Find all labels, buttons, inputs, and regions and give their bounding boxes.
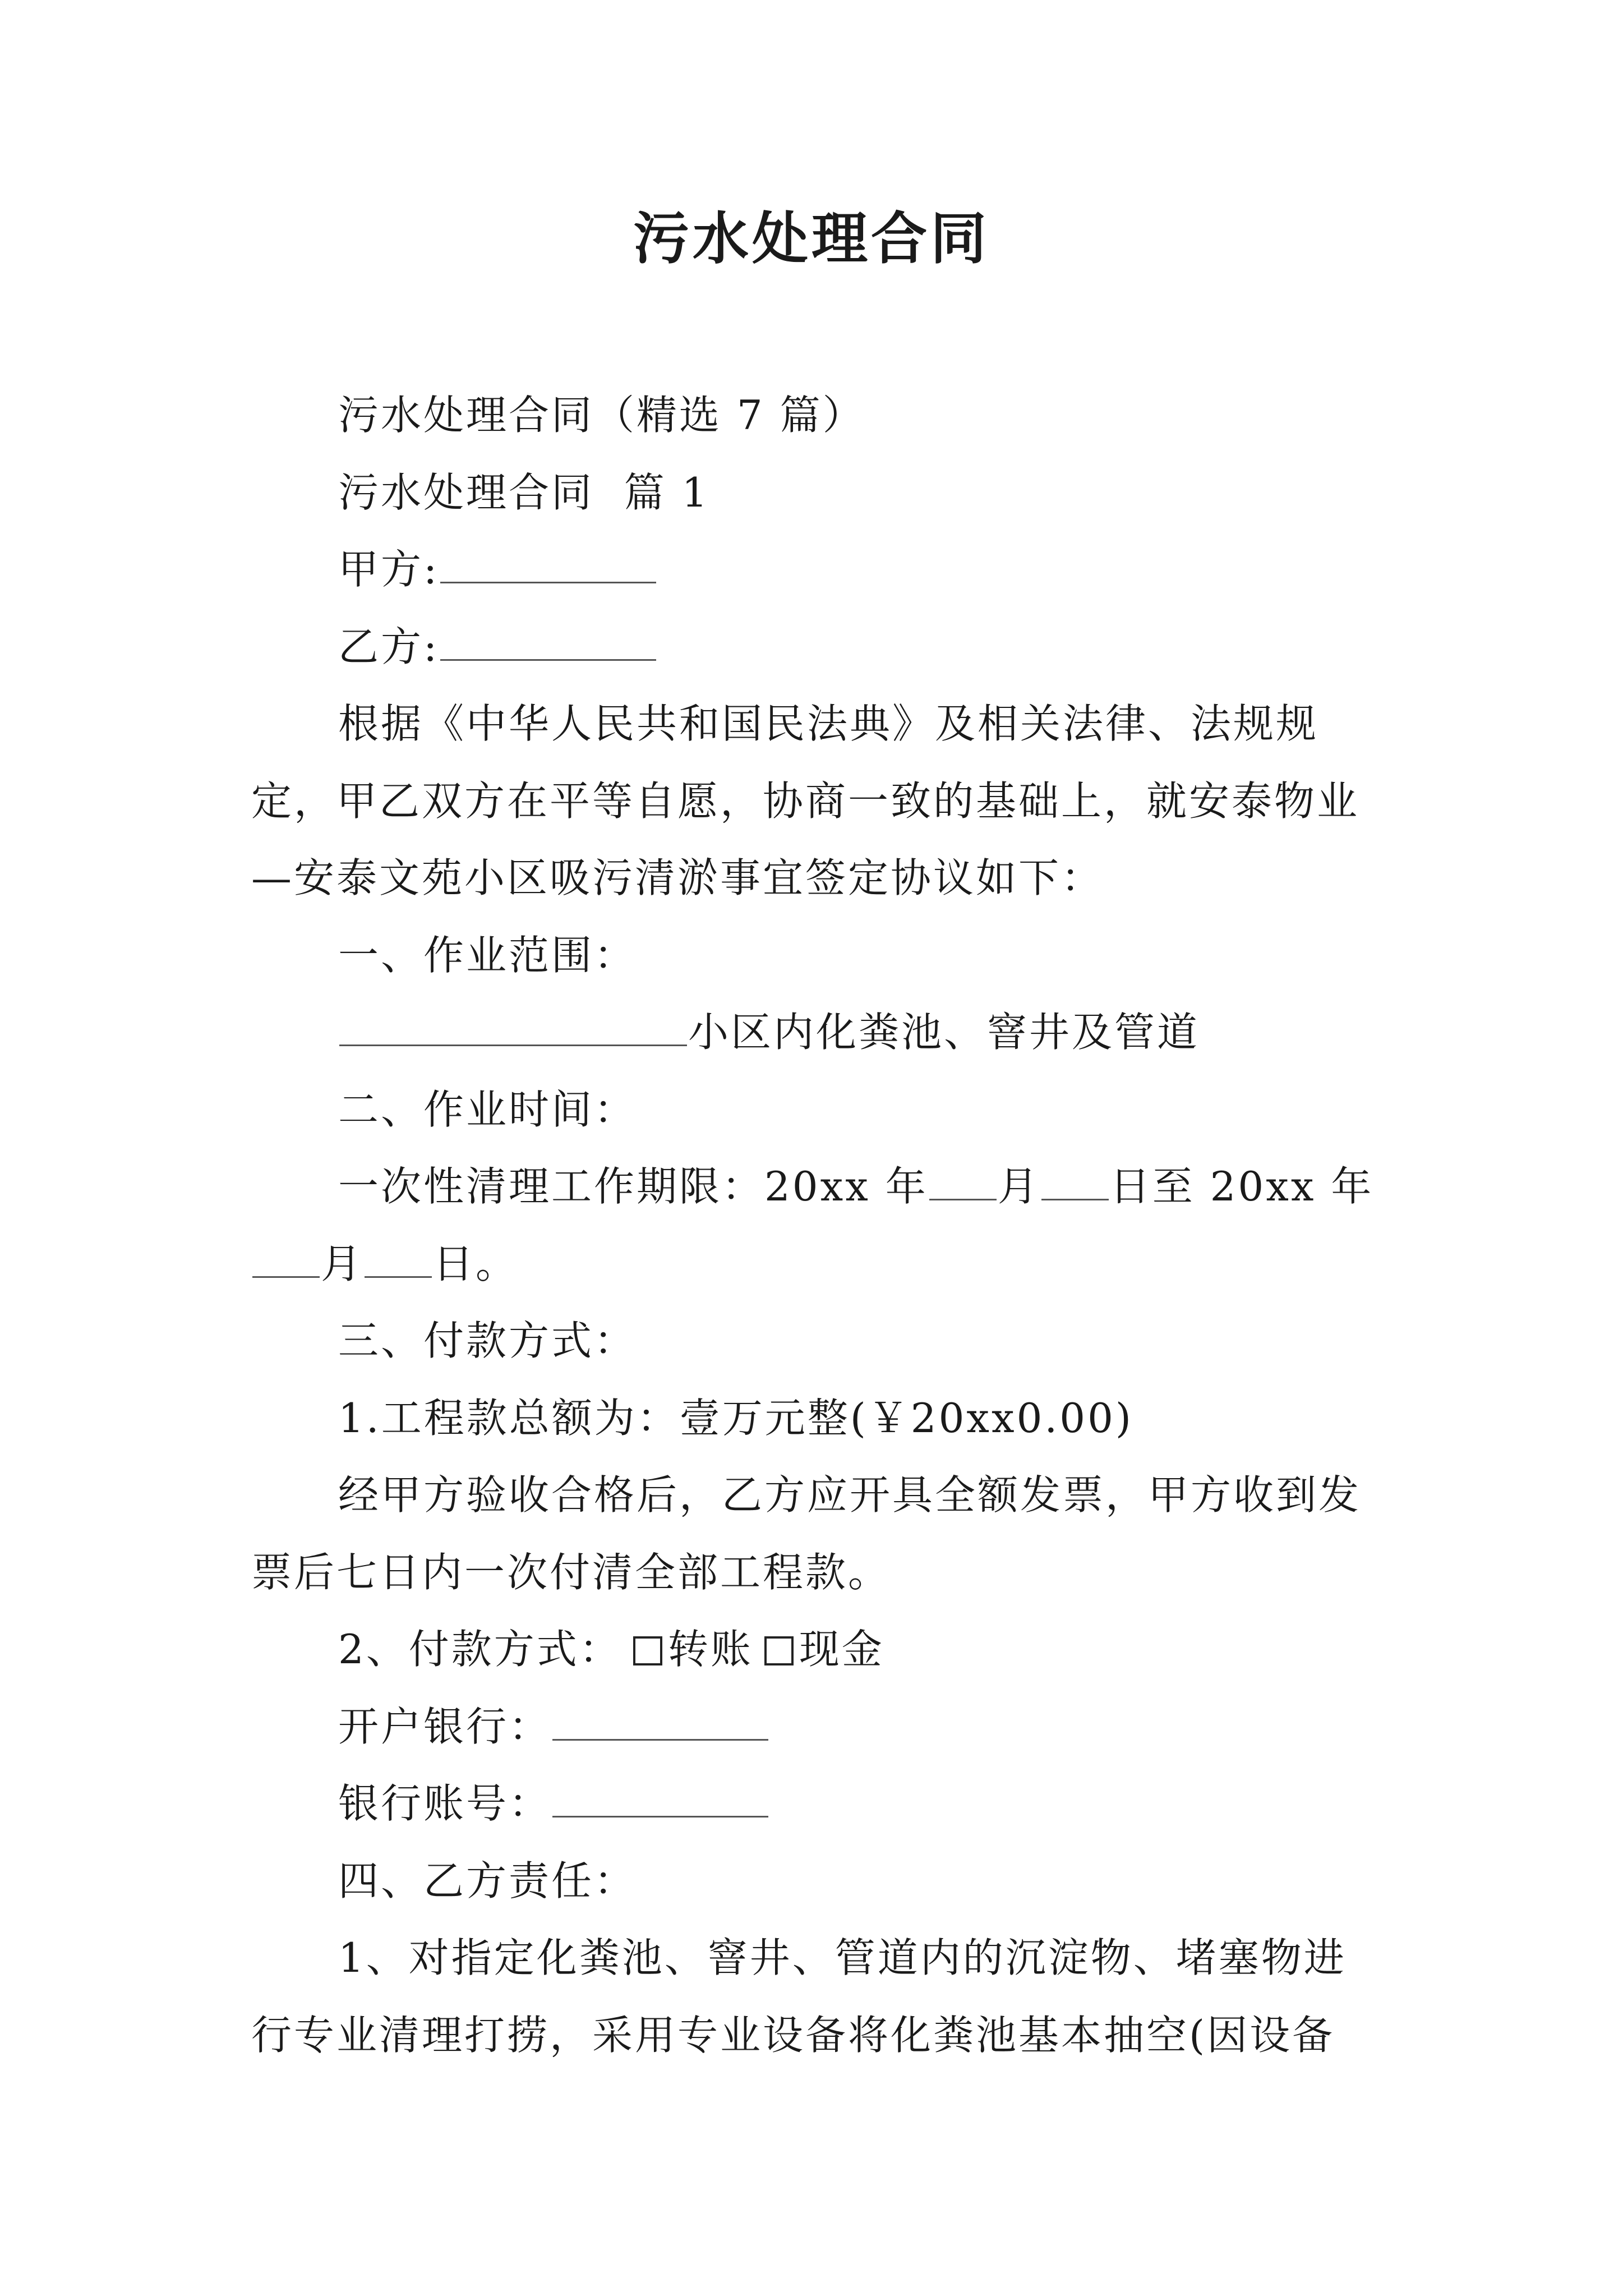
bank-blank [552, 1705, 768, 1741]
time-month2-blank [252, 1243, 320, 1278]
document-body [251, 377, 1384, 2074]
cash-option-label: 现金 [799, 1626, 884, 1673]
time-month2: 月 [321, 1240, 364, 1287]
transfer-checkbox[interactable] [633, 1636, 662, 1665]
party-a-blank [440, 548, 656, 583]
party-b-line [251, 609, 1384, 686]
section-heading: 污水处理合同 篇 1 [338, 468, 710, 516]
duty-item-1: 1、对指定化粪池、窨井、管道内的沉淀物、堵塞物进行专业清理打捞，采用专业设备将化粪池基本抽空(因设备 [251, 1934, 1347, 2059]
bank-label: 开户银行： [338, 1703, 552, 1750]
document-title: 污水处理合同 [633, 205, 990, 272]
payment-method-line [251, 1611, 1384, 1688]
cash-checkbox[interactable] [764, 1636, 794, 1665]
time-day1-blank [1041, 1165, 1109, 1200]
party-b-label: 乙方: [338, 623, 440, 670]
time-heading: 二、作业时间： [338, 1085, 637, 1133]
scope-blank [339, 1011, 687, 1046]
account-blank [552, 1782, 768, 1818]
bank-line [251, 1688, 1384, 1766]
time-month1: 月 [997, 1163, 1040, 1210]
time-prefix: 一次性清理工作期限：20xx 年 [338, 1163, 928, 1210]
duty-heading: 四、乙方责任： [338, 1857, 637, 1904]
payment-terms: 经甲方验收合格后，乙方应开具全额发票，甲方收到发票后七日内一次付清全部工程款。 [251, 1471, 1362, 1596]
party-a-label: 甲方: [338, 546, 440, 593]
scope-heading: 一、作业范围： [338, 931, 637, 979]
account-line [251, 1765, 1384, 1843]
time-day-to: 日至 20xx 年 [1109, 1163, 1374, 1210]
payment-method-label: 2、付款方式： [338, 1626, 622, 1673]
time-day2-blank [365, 1243, 432, 1278]
payment-heading: 三、付款方式： [338, 1317, 637, 1364]
subtitle: 污水处理合同（精选 7 篇） [338, 392, 865, 439]
transfer-option-label: 转账 [667, 1626, 753, 1673]
scope-line [251, 994, 1384, 1071]
account-label: 银行账号： [338, 1780, 552, 1827]
payment-total: 1.工程款总额为：壹万元整(￥20xx0.00) [338, 1394, 1134, 1442]
intro-paragraph: 根据《中华人民共和国民法典》及相关法律、法规规定，甲乙双方在平等自愿，协商一致的基础上，就安泰物业—安泰文苑小区吸污清淤事宜签定协议如下： [251, 700, 1360, 901]
party-a-line [251, 531, 1384, 609]
time-month1-blank [929, 1165, 997, 1200]
time-day-end: 日。 [433, 1240, 519, 1287]
party-b-blank [440, 625, 656, 661]
scope-text: 小区内化粪池、窨井及管道 [688, 1009, 1200, 1056]
time-paragraph [251, 1148, 1384, 1303]
